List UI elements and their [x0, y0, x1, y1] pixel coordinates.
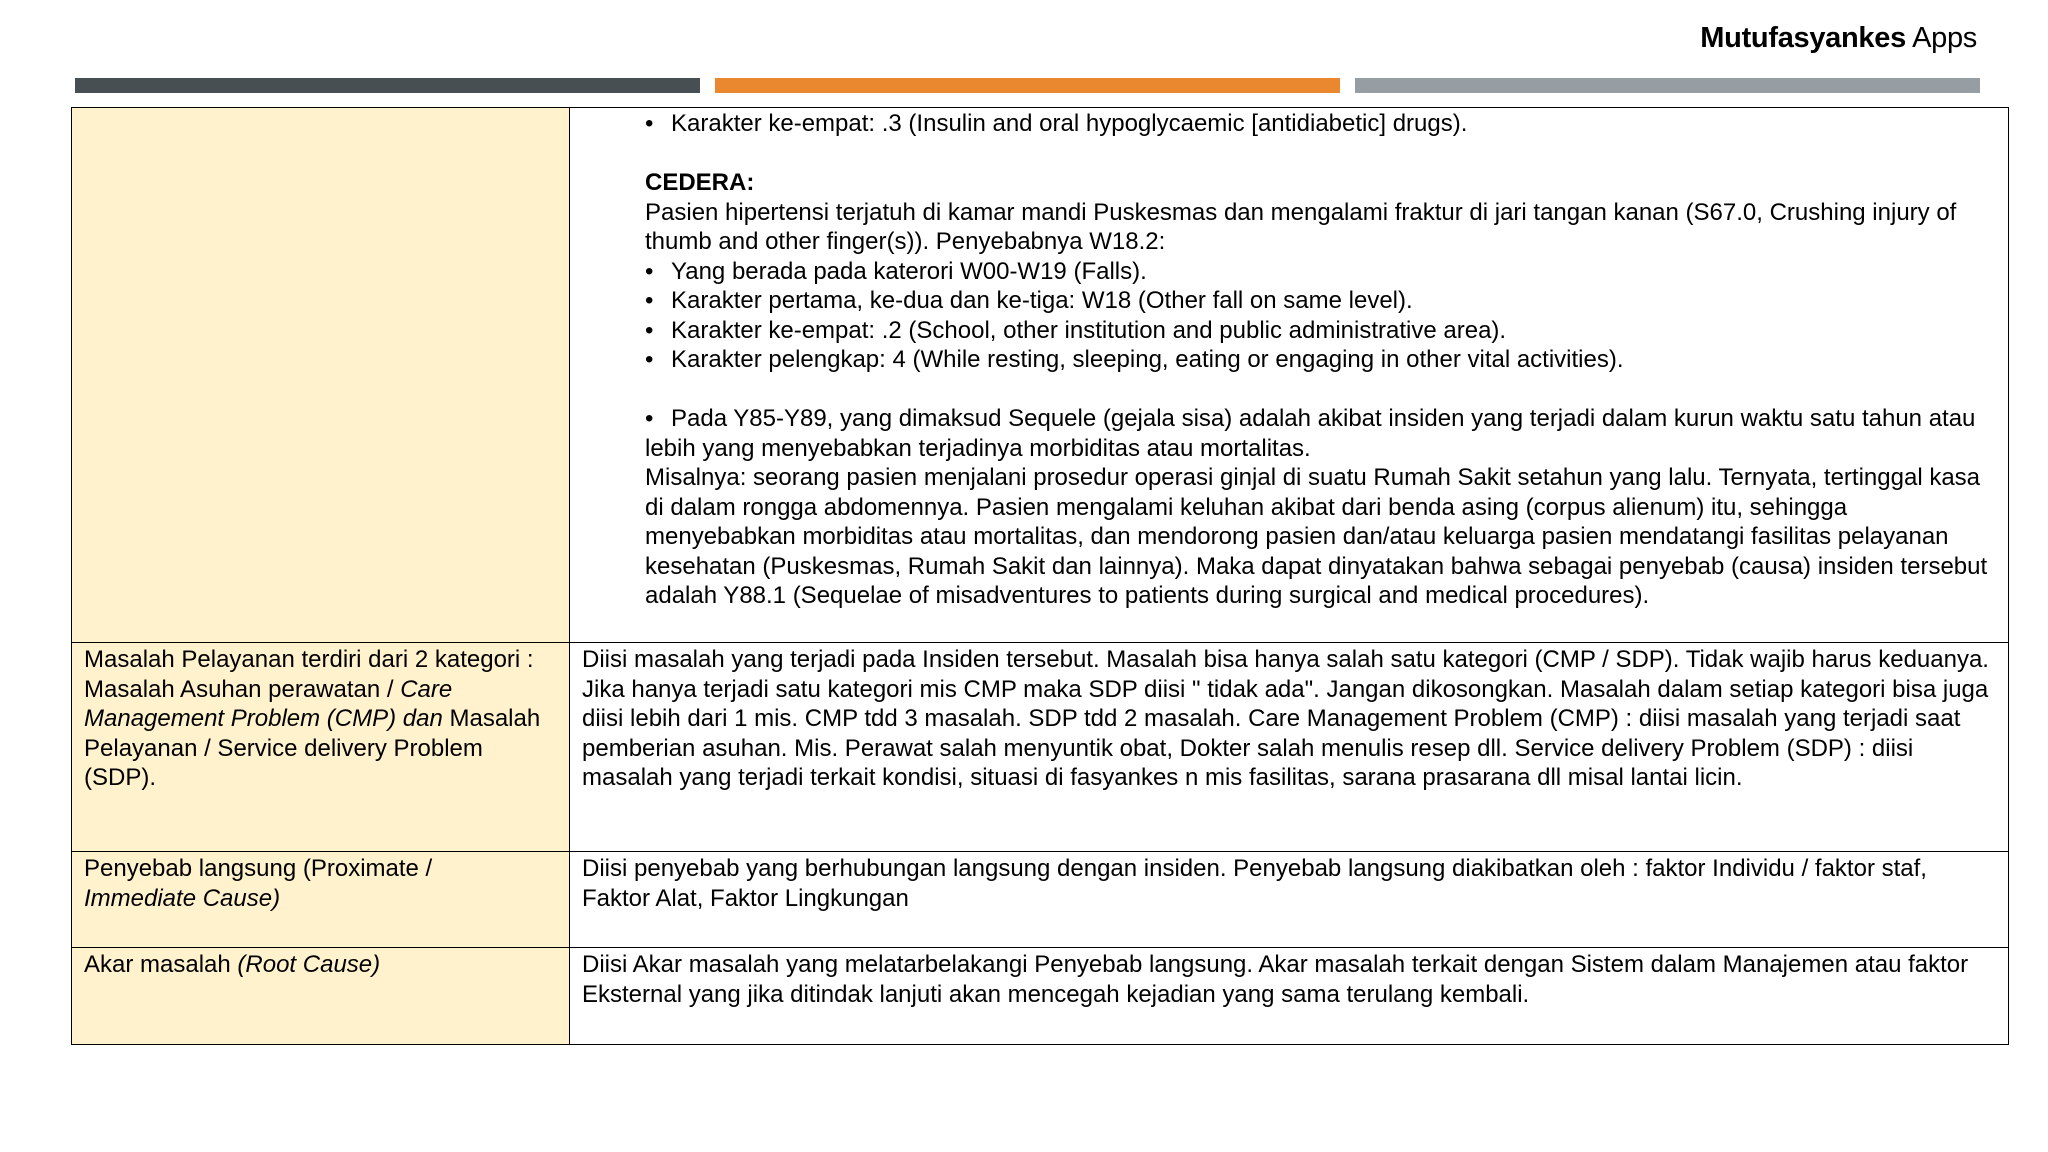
brand-title	[1700, 22, 1977, 55]
description-cell	[570, 643, 2009, 852]
paragraph: Diisi Akar masalah yang melatarbelakangi Penyebab langsung. Akar masalah terkait dengan Sistem dalam Manajemen atau faktor Eksternal yang jika ditindak lanjuti akan mencegah kejadian yang sama terulang kembali.	[582, 951, 1969, 1008]
label-cell	[72, 948, 570, 1045]
content-table	[71, 107, 2009, 1045]
description-cell	[570, 108, 2009, 643]
table-row	[72, 852, 2009, 948]
list-item: • Karakter ke-empat: .3 (Insulin and oral hypoglycaemic [antidiabetic] drugs).	[645, 110, 1468, 137]
paragraph: Diisi penyebab yang berhubungan langsung dengan insiden. Penyebab langsung diakibatkan oleh : faktor Individu / faktor staf, Faktor Alat, Faktor Lingkungan	[582, 855, 1927, 912]
row-label: Akar masalah (Root Cause)	[84, 951, 381, 978]
list-item: • Pada Y85-Y89, yang dimaksud Sequele (gejala sisa) adalah akibat insiden yang terjadi dalam kurun waktu satu tahun atau lebih yang menyebabkan terjadinya morbiditas atau mortalitas.	[645, 405, 1976, 462]
list-item: • Karakter ke-empat: .2 (School, other institution and public administrative area).	[645, 316, 1507, 344]
paragraph: Misalnya: seorang pasien menjalani prosedur operasi ginjal di suatu Rumah Sakit setahun yang lalu. Ternyata, tertinggal kasa di dalam rongga abdomennya. Pasien mengalami keluhan akibat dari benda asing (corpus alienum) itu, sehingga menyebabkan morbiditas atau mortalitas, dan mendorong pasien dan/atau keluarga pasien mendatangi fasilitas pelayanan kesehatan (Puskesmas, Rumah Sakit dan lainnya). Maka dapat dinyatakan bahwa sebagai penyebab (causa) insiden tersebut adalah Y88.1 (Sequelae of misadventures to patients during surgical and medical procedures).	[645, 464, 1988, 609]
header-bar-orange	[715, 78, 1340, 93]
label-cell	[72, 643, 570, 852]
table-row	[72, 948, 2009, 1045]
description-cell	[570, 948, 2009, 1045]
list-item: • Yang berada pada katerori W00-W19 (Falls).	[645, 257, 1147, 285]
table-row	[72, 108, 2009, 643]
row-label: Penyebab langsung (Proximate / Immediate Cause)	[84, 855, 433, 912]
section-heading: CEDERA:	[645, 169, 755, 196]
description-cell	[570, 852, 2009, 948]
paragraph: Pasien hipertensi terjatuh di kamar mandi Puskesmas dan mengalami fraktur di jari tangan kanan (S67.0, Crushing injury of thumb and other finger(s)). Penyebabnya W18.2:	[645, 198, 1957, 255]
row-label: Masalah Pelayanan terdiri dari 2 kategori : Masalah Asuhan perawatan / Care Management Problem (CMP) dan Masalah Pelayanan / Service delivery Problem (SDP).	[84, 646, 541, 791]
header-bar-dark	[75, 78, 700, 93]
header-bar-gray	[1355, 78, 1980, 93]
table-row	[72, 643, 2009, 852]
brand-title-normal: Apps	[1912, 22, 1977, 54]
label-cell-empty	[72, 108, 570, 643]
list-item: • Karakter pelengkap: 4 (While resting, sleeping, eating or engaging in other vital activities).	[645, 346, 1624, 373]
paragraph: Diisi masalah yang terjadi pada Insiden tersebut. Masalah bisa hanya salah satu kategori (CMP / SDP). Tidak wajib harus keduanya. Jika hanya terjadi satu kategori mis CMP maka SDP diisi " tidak ada". Jangan dikosongkan. Masalah dalam setiap kategori bisa juga diisi lebih dari 1 mis. CMP tdd 3 masalah. SDP tdd 2 masalah. Care Management Problem (CMP) : diisi masalah yang terjadi saat pemberian asuhan. Mis. Perawat salah menyuntik obat, Dokter salah menulis resep dll. Service delivery Problem (SDP) : diisi masalah yang terjadi terkait kondisi, situasi di fasyankes n mis fasilitas, sarana prasarana dll misal lantai licin.	[582, 646, 1989, 791]
label-cell	[72, 852, 570, 948]
brand-title-bold: Mutufasyankes	[1700, 22, 1906, 54]
list-item: • Karakter pertama, ke-dua dan ke-tiga: W18 (Other fall on same level).	[645, 287, 1413, 314]
